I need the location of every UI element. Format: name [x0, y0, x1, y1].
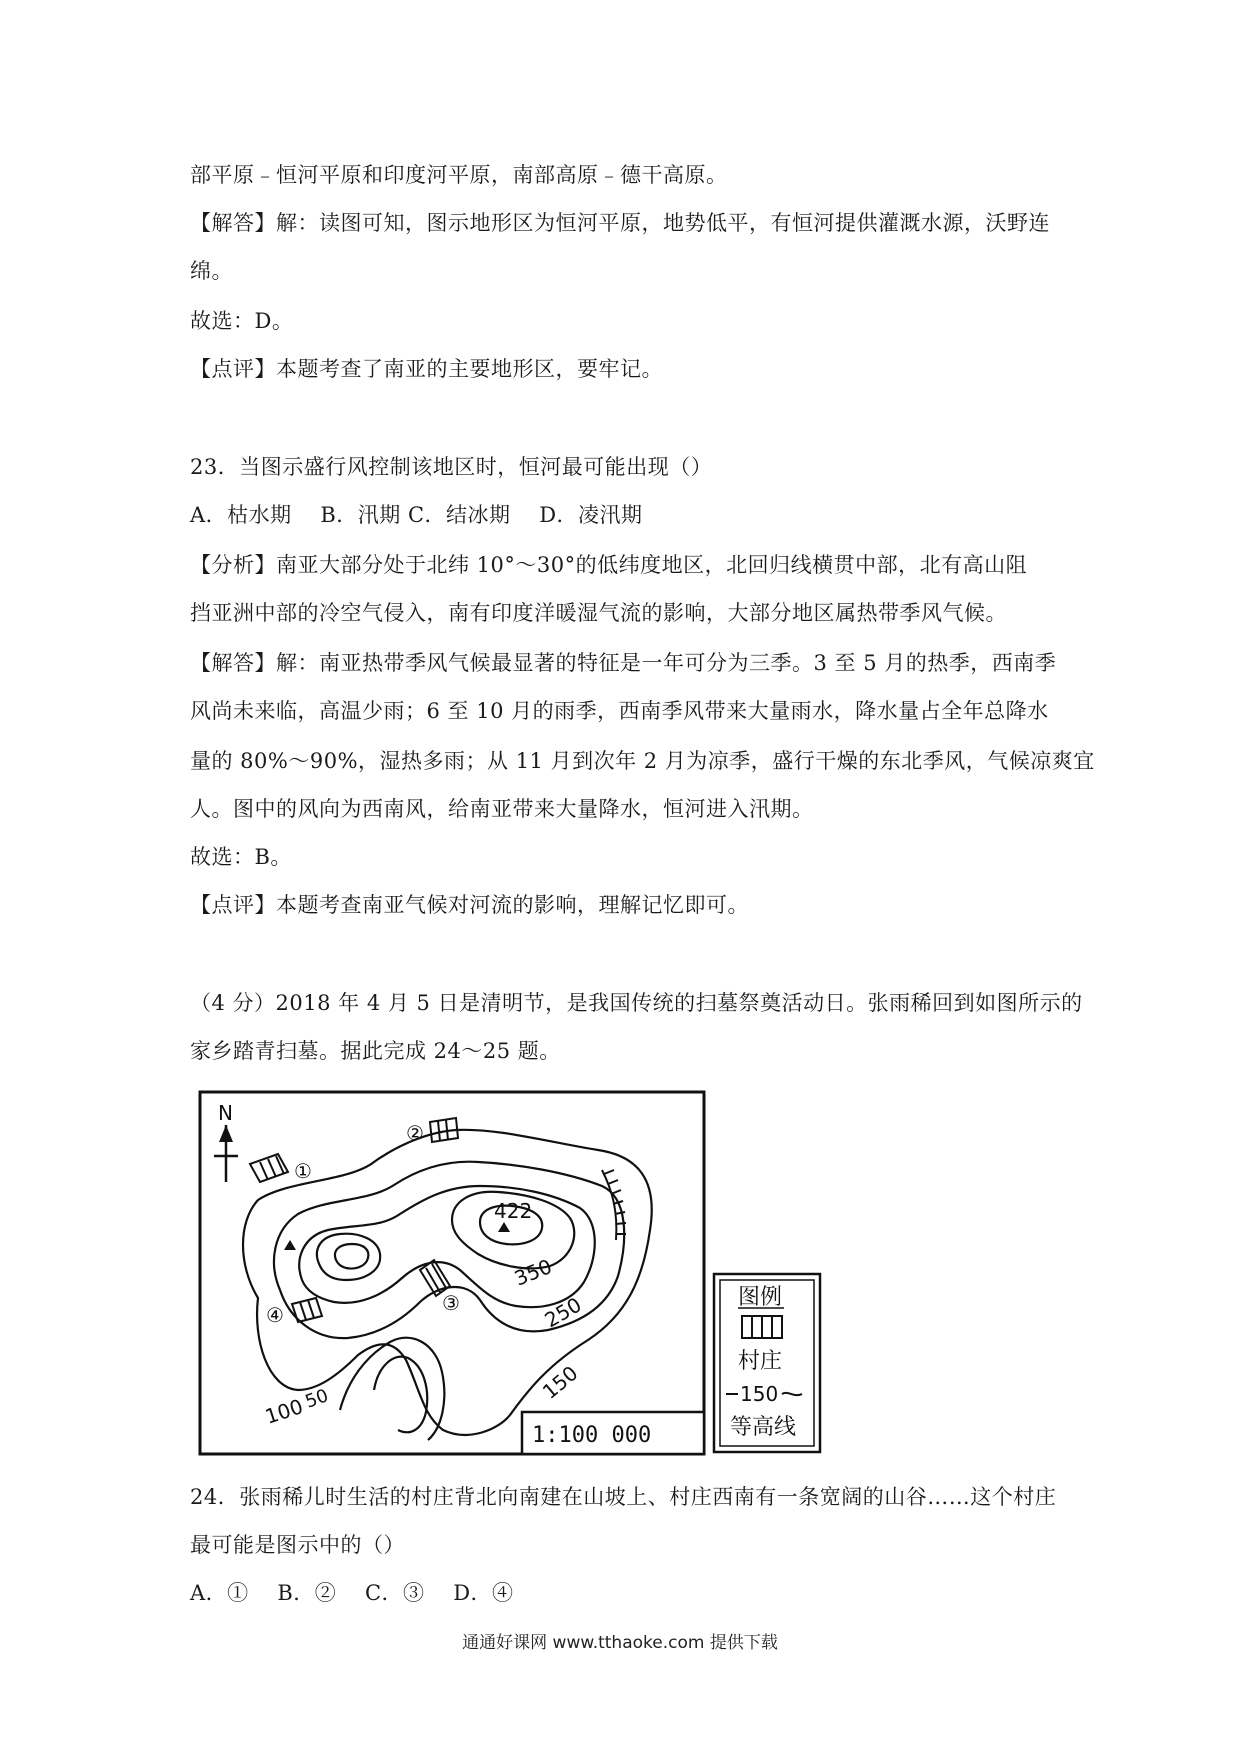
- legend-contour-value: 150: [740, 1382, 779, 1406]
- village-marker-3: ③: [442, 1291, 460, 1315]
- peak-elevation-label: 422: [494, 1199, 533, 1223]
- text-line: 量的 80%～90%，湿热多雨；从 11 月到次年 2 月为凉季，盛行干燥的东北季风，气候凉爽宜: [190, 749, 1095, 773]
- cliff-symbol: [602, 1170, 626, 1240]
- text-line: 【分析】南亚大部分处于北纬 10°～30°的低纬度地区，北回归线横贯中部，北有高山阻: [190, 553, 1028, 577]
- village-4: [292, 1298, 322, 1322]
- contour-map: [198, 1090, 824, 1456]
- text-line: 挡亚洲中部的冷空气侵入，南有印度洋暖湿气流的影响，大部分地区属热带季风气候。: [190, 601, 1007, 625]
- text-line: 【点评】本题考查了南亚的主要地形区，要牢记。: [190, 357, 663, 381]
- contour-south-100: [340, 1338, 444, 1440]
- text-line: 故选：D。: [190, 309, 294, 333]
- text-line: 【解答】解：读图可知，图示地形区为恒河平原，地势低平，有恒河提供灌溉水源，沃野连: [190, 211, 1050, 235]
- village-1: [250, 1154, 288, 1182]
- contour-west-inner-2: [335, 1244, 368, 1269]
- contour-map-figure: [198, 1090, 824, 1456]
- contour-label-100: 100: [262, 1394, 306, 1429]
- village-marker-4: ④: [266, 1303, 284, 1327]
- question-23-options: A．枯水期 B．汛期 C．结冰期 D．凌汛期: [190, 503, 643, 527]
- contour-label-150: 150: [537, 1360, 583, 1404]
- legend-contour-label: 等高线: [730, 1415, 797, 1440]
- village-marker-1: ①: [294, 1159, 312, 1183]
- text-line: 风尚未来临，高温少雨；6 至 10 月的雨季，西南季风带来大量雨水，降水量占全年总降水: [190, 699, 1049, 723]
- north-label: N: [218, 1101, 233, 1125]
- contour-label-350: 350: [510, 1254, 556, 1291]
- contour-west-inner-1: [317, 1234, 380, 1280]
- text-line: 故选：B。: [190, 845, 292, 869]
- peak-triangle-icon: [284, 1240, 296, 1250]
- map-scale: 1:100 000: [532, 1423, 652, 1448]
- peak-triangle-icon: [498, 1222, 510, 1232]
- text-line: 最可能是图示中的（）: [190, 1533, 405, 1557]
- contour-label-250: 250: [540, 1292, 586, 1333]
- text-line: 家乡踏青扫墓。据此完成 24～25 题。: [190, 1039, 561, 1063]
- text-line: （4 分）2018 年 4 月 5 日是清明节，是我国传统的扫墓祭奠活动日。张雨稀回到如图所示的: [190, 991, 1083, 1015]
- text-line: 【点评】本题考查南亚气候对河流的影响，理解记忆即可。: [190, 893, 749, 917]
- page-footer: 通通好课网 www.tthaoke.com 提供下载: [462, 1633, 778, 1653]
- village-marker-2: ②: [406, 1121, 424, 1145]
- question-23: 23．当图示盛行风控制该地区时，恒河最可能出现（）: [190, 455, 713, 479]
- text-line: 绵。: [190, 259, 233, 283]
- question-24-options: A．① B．② C．③ D．④: [190, 1581, 514, 1605]
- text-line: 【解答】解：南亚热带季风气候最显著的特征是一年可分为三季。3 至 5 月的热季，西南季: [190, 651, 1057, 675]
- legend-title: 图例: [738, 1285, 783, 1310]
- legend-village-label: 村庄: [738, 1349, 783, 1374]
- text-line: 部平原﹣恒河平原和印度河平原，南部高原﹣德干高原。: [190, 163, 728, 187]
- question-24: 24．张雨稀儿时生活的村庄背北向南建在山坡上、村庄西南有一条宽阔的山谷……这个村庄: [190, 1485, 1057, 1509]
- contour-label-50: 50: [302, 1385, 332, 1413]
- text-line: 人。图中的风向为西南风，给南亚带来大量降水，恒河进入汛期。: [190, 797, 814, 821]
- north-arrow-icon: [214, 1125, 238, 1182]
- legend: [714, 1274, 820, 1452]
